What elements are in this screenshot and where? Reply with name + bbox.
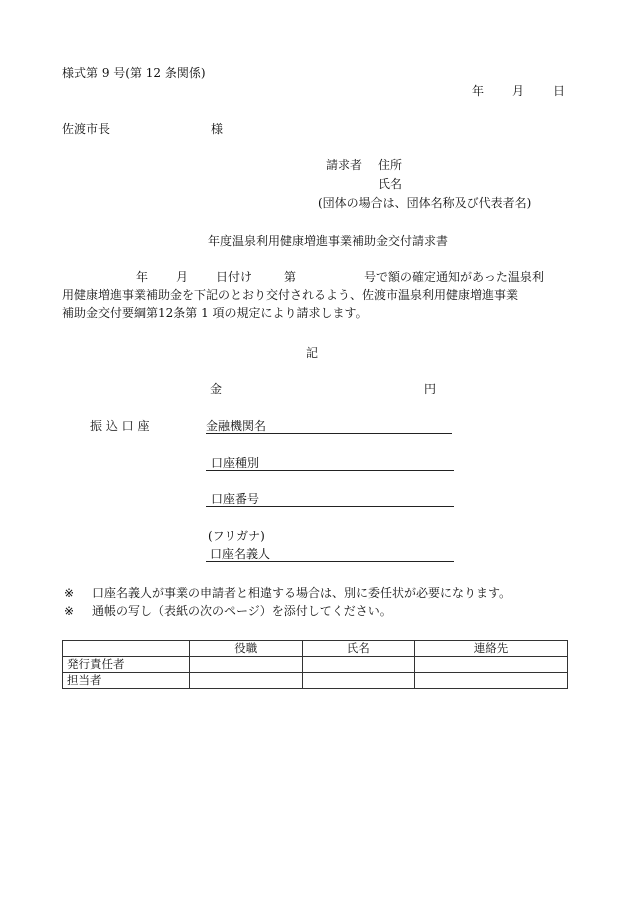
- requester-address-label: 住所: [378, 158, 403, 172]
- amount-unit: 円: [424, 382, 437, 396]
- bank-institution-label: 金融機関名: [206, 419, 267, 433]
- account-holder-label: 口座名義人: [210, 547, 271, 561]
- date-month-label: 月: [512, 84, 525, 98]
- table-cell: [190, 673, 303, 689]
- body-dated-label: 日付け: [216, 270, 253, 284]
- note-mark: ※: [64, 604, 75, 618]
- document-title: 年度温泉利用健康増進事業補助金交付請求書: [208, 234, 449, 248]
- table-cell: [415, 657, 568, 673]
- account-holder-field: [206, 547, 454, 562]
- body-line2: 用健康増進事業補助金を下記のとおり交付されるよう、佐渡市温泉利用健康増進事業: [62, 288, 519, 302]
- body-month-label: 月: [176, 270, 189, 284]
- table-cell: [415, 673, 568, 689]
- request-paragraph: [62, 268, 577, 322]
- table-row: [63, 673, 568, 689]
- furigana-label: (フリガナ): [208, 529, 265, 543]
- body-line3: 補助金交付要綱第12条第 1 項の規定により請求します。: [62, 306, 368, 320]
- account-type-field: [206, 456, 454, 471]
- table-header-cell: [63, 641, 190, 657]
- table-row-label: 発行責任者: [63, 657, 190, 673]
- table-row: [63, 657, 568, 673]
- note-text: 通帳の写し（表紙の次のページ）を添付してください。: [92, 604, 392, 618]
- note-mark: ※: [64, 586, 75, 600]
- body-line1-rest: 号で額の確定通知があった温泉利: [364, 270, 544, 284]
- account-number-field: [206, 492, 454, 507]
- table-header-cell: 氏名: [302, 641, 415, 657]
- bank-section-label: 振 込 口 座: [90, 419, 150, 433]
- requester-label: 請求者: [326, 158, 363, 172]
- account-number-label: 口座番号: [211, 492, 260, 506]
- amount-label: 金: [210, 382, 223, 396]
- account-type-label: 口座種別: [211, 456, 260, 470]
- form-number: 様式第 9 号(第 12 条関係): [62, 66, 206, 80]
- requester-name-label: 氏名: [378, 177, 403, 191]
- body-year-label: 年: [136, 270, 149, 284]
- table-header-row: [63, 641, 568, 657]
- responsibility-table: [62, 640, 568, 689]
- body-dai-label: 第: [284, 270, 297, 284]
- table-header-cell: 役職: [190, 641, 303, 657]
- bank-institution-field: [206, 419, 452, 434]
- requester-note: (団体の場合は、団体名称及び代表者名): [318, 196, 532, 210]
- note-text: 口座名義人が事業の申請者と相違する場合は、別に委任状が必要になります。: [92, 586, 512, 600]
- table-cell: [190, 657, 303, 673]
- table-header-cell: 連絡先: [415, 641, 568, 657]
- addressee-honorific: 様: [211, 122, 224, 136]
- ki-heading: 記: [306, 346, 319, 360]
- date-year-label: 年: [472, 84, 485, 98]
- date-day-label: 日: [553, 84, 566, 98]
- table-cell: [302, 673, 415, 689]
- table-cell: [302, 657, 415, 673]
- table-row-label: 担当者: [63, 673, 190, 689]
- addressee-name: 佐渡市長: [62, 122, 111, 136]
